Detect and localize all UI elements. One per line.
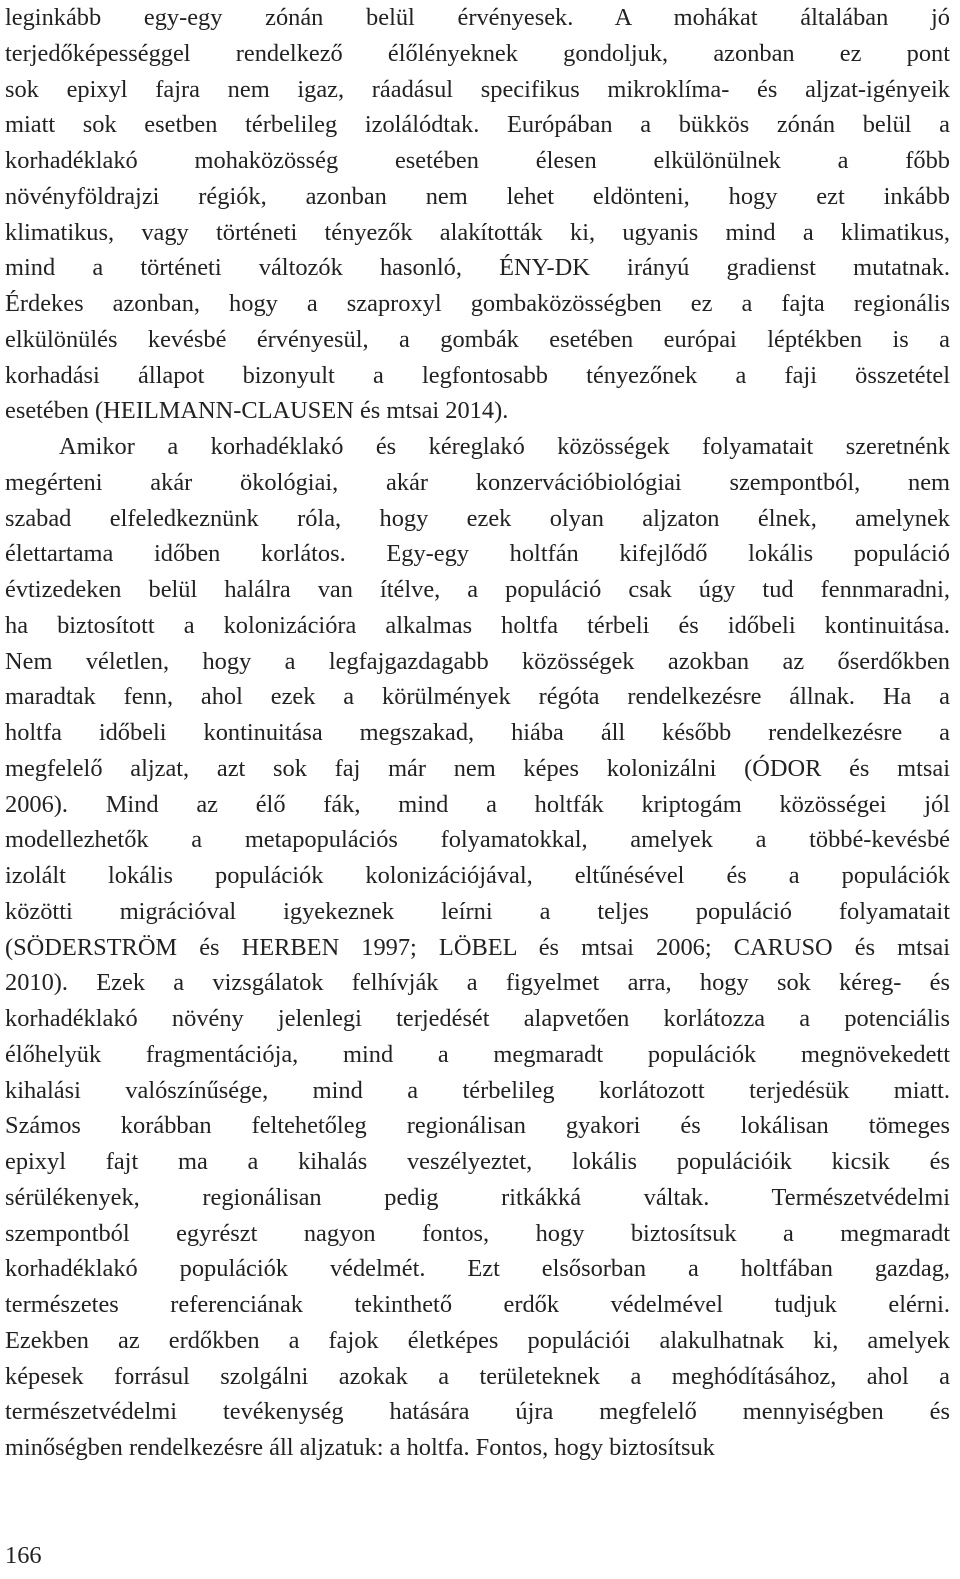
text-line: Ezekben az erdőkben a fajok életképes populációi alakulhatnak ki, amelyek [5,1326,950,1354]
text-line: minőségben rendelkezésre áll aljzatuk: a holtfa. Fontos, hogy biztosítsuk [5,1434,715,1461]
text-line: természetes referenciának tekinthető erdők védelmével tudjuk elérni. [5,1291,950,1318]
text-line: szempontból egyrészt nagyon fontos, hogy biztosítsuk a megmaradt [5,1219,950,1247]
page-number: 166 [5,1542,42,1569]
text-line: növényföldrajzi régiók, azonban nem lehet eldönteni, hogy ezt inkább [5,182,950,210]
text-line: Amikor a korhadéklakó és kéreglakó közösségek folyamatait szeretnénk [59,433,950,460]
text-line: epixyl fajt ma a kihalás veszélyeztet, lokális populációik kicsik és [5,1148,950,1175]
text-line: kihalási valószínűsége, mind a térbelileg korlátozott terjedésük miatt. [5,1076,950,1104]
text-line: (SÖDERSTRÖM és HERBEN 1997; LÖBEL és mtsai 2006; CARUSO és mtsai [5,933,950,961]
text-line: korhadási állapot bizonyult a legfontosabb tényezőnek a faji összetétel [5,361,950,389]
text-line: modellezhetők a metapopulációs folyamatokkal, amelyek a többé-kevésbé [5,826,950,854]
text-line: Nem véletlen, hogy a legfajgazdagabb közösségek azokban az őserdőkben [5,647,950,675]
text-line: természetvédelmi tevékenység hatására újra megfelelő mennyiségben és [5,1398,950,1426]
text-line: maradtak fenn, ahol ezek a körülmények régóta rendelkezésre állnak. Ha a [5,683,950,711]
text-line: 2006). Mind az élő fák, mind a holtfák kriptogám közösségei jól [5,790,950,818]
text-line: miatt sok esetben térbelileg izolálódtak. Európában a bükkös zónán belül a [5,111,950,139]
text-line: Érdekes azonban, hogy a szaproxyl gombaközösségben ez a fajta regionális [5,290,950,317]
text-line: elkülönülés kevésbé érvényesül, a gombák esetében európai léptékben is a [5,325,950,353]
text-line: leginkább egy-egy zónán belül érvényesek. A mohákat általában jó [5,4,950,31]
text-line: évtizedeken belül halálra van ítélve, a populáció csak úgy tud fennmaradni, [5,576,950,603]
text-line: megérteni akár ökológiai, akár konzervációbiológiai szempontból, nem [5,468,950,496]
text-line: szabad elfeledkeznünk róla, hogy ezek olyan aljzaton élnek, amelynek [5,504,950,532]
text-line: korhadéklakó mohaközösség esetében élesen elkülönülnek a főbb [5,147,950,174]
text-line: korhadéklakó populációk védelmét. Ezt elsősorban a holtfában gazdag, [5,1255,950,1283]
text-line: sok epixyl fajra nem igaz, ráadásul specifikus mikroklíma- és aljzat-igényeik [5,75,950,103]
text-line: klimatikus, vagy történeti tényezők alakították ki, ugyanis mind a klimatikus, [5,218,950,246]
body-paragraph [5,0,950,429]
text-line: holtfa időbeli kontinuitása megszakad, hiába áll később rendelkezésre a [5,719,950,746]
text-line: megfelelő aljzat, azt sok faj már nem képes kolonizálni (ÓDOR és mtsai [5,754,950,782]
text-line: sérülékenyek, regionálisan pedig ritkákká váltak. Természetvédelmi [5,1183,950,1211]
body-paragraph [5,429,950,1466]
text-line: korhadéklakó növény jelenlegi terjedését alapvetően korlátozza a potenciális [5,1005,950,1032]
text-line: mind a történeti változók hasonló, ÉNY-DK irányú gradienst mutatnak. [5,254,950,282]
text-line: esetében (HEILMANN-CLAUSEN és mtsai 2014). [5,397,509,425]
text-line: élőhelyük fragmentációja, mind a megmaradt populációk megnövekedett [5,1040,950,1068]
text-line: izolált lokális populációk kolonizációjával, eltűnésével és a populációk [5,862,950,889]
text-line: Számos korábban feltehetőleg regionálisan gyakori és lokálisan tömeges [5,1112,950,1140]
text-line: élettartama időben korlátos. Egy-egy holtfán kifejlődő lokális populáció [5,540,950,568]
text-line: 2010). Ezek a vizsgálatok felhívják a figyelmet arra, hogy sok kéreg- és [5,969,950,997]
document-page [5,0,950,1466]
text-line: közötti migrációval igyekeznek leírni a teljes populáció folyamatait [5,897,950,925]
text-line: ha biztosított a kolonizációra alkalmas holtfa térbeli és időbeli kontinuitása. [5,611,950,639]
text-line: képesek forrásul szolgálni azokak a területeknek a meghódításához, ahol a [5,1362,950,1390]
text-line: terjedőképességgel rendelkező élőlényeknek gondoljuk, azonban ez pont [5,39,950,67]
